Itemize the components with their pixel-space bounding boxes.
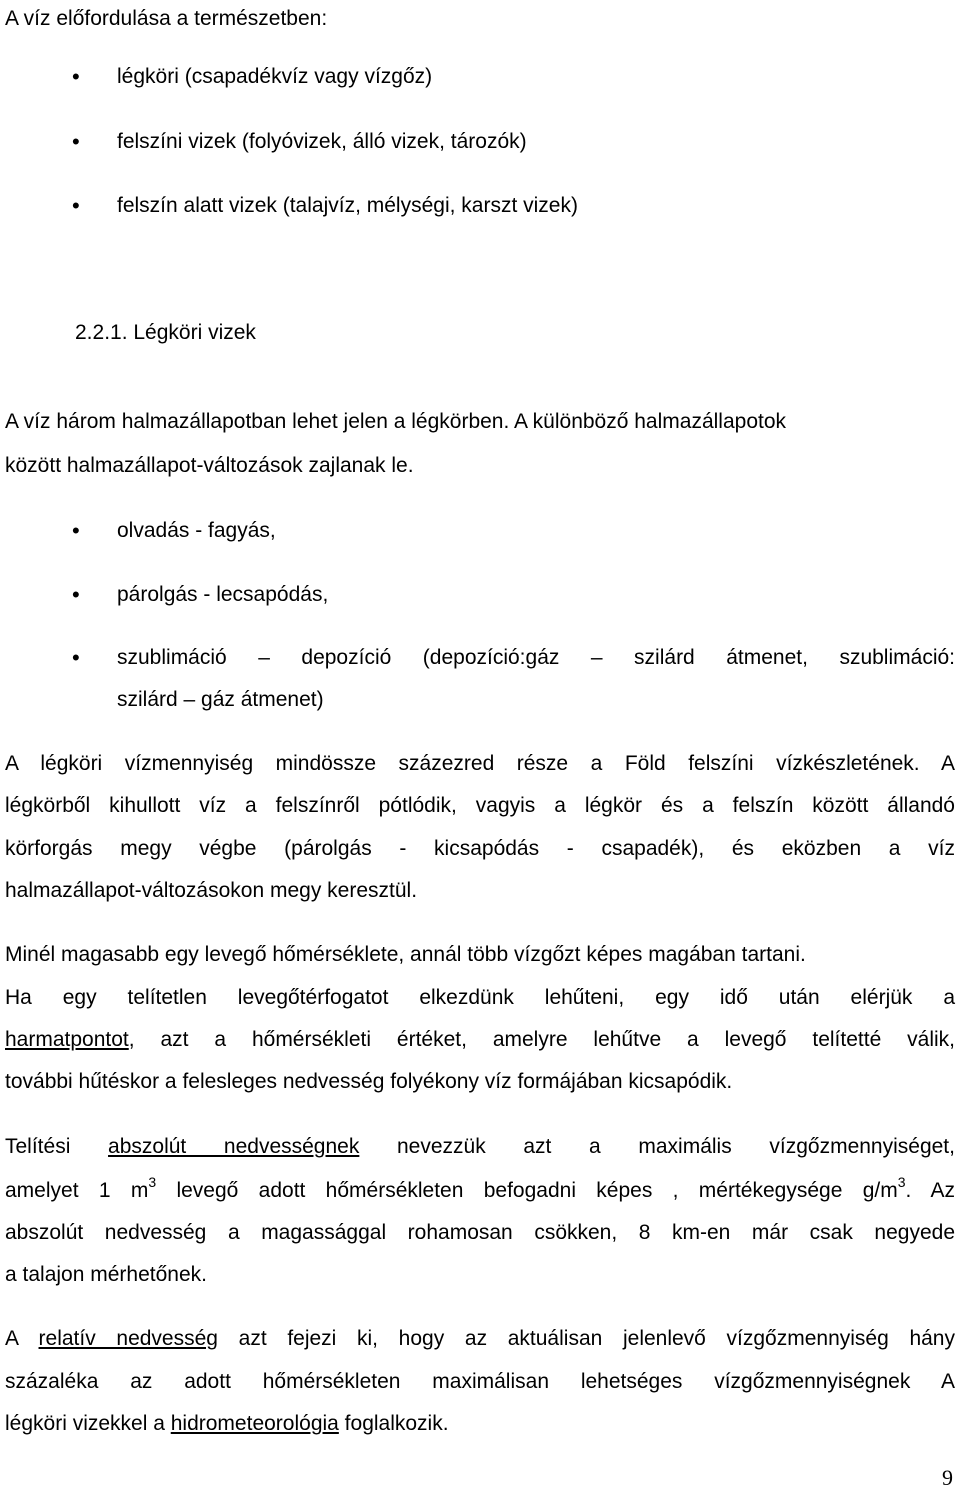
text-span: , azt a hőmérsékleti értéket, amelyre lehűtve a levegő telítetté válik,: [128, 1028, 955, 1051]
paragraph-line: százaléka az adott hőmérsékleten maximálisan lehetséges vízgőzmennyiségnek A: [5, 1370, 955, 1393]
phase-item: párolgás - lecsapódás,: [117, 583, 329, 606]
text-span: . Az: [905, 1179, 955, 1202]
text-span: amelyet 1 m: [5, 1179, 149, 1202]
paragraph-line: Ha egy telítetlen levegőtérfogatot elkezdünk lehűteni, egy idő után elérjük a: [5, 986, 955, 1009]
phase-item-continued: szilárd – gáz átmenet): [117, 688, 324, 711]
paragraph-line: [5, 1029, 955, 1050]
section-heading: 2.2.1. Légköri vizek: [75, 321, 256, 344]
paragraph-line: [5, 1328, 955, 1349]
paragraph-line: között halmazállapot-változások zajlanak le.: [5, 454, 414, 477]
term-hidrometeorologia-link[interactable]: hidrometeorológia: [170, 1412, 339, 1435]
superscript: 3: [897, 1174, 906, 1190]
bullet-icon: •: [72, 64, 80, 89]
text-span: Telítési: [5, 1135, 109, 1158]
intro-item: felszín alatt vizek (talajvíz, mélységi, karszt vizek): [117, 194, 578, 217]
paragraph-line: légkörből kihullott víz a felszínről pótlódik, vagyis a légkör és a felszín között állandó: [5, 794, 955, 817]
paragraph-line: abszolút nedvesség a magassággal rohamosan csökken, 8 km-en már csak negyede: [5, 1221, 955, 1244]
intro-item: légköri (csapadékvíz vagy vízgőz): [117, 65, 433, 88]
bullet-icon: •: [72, 129, 80, 154]
text-span: levegő adott hőmérsékleten befogadni képes , mértékegysége g/m: [156, 1179, 898, 1202]
phase-item: olvadás - fagyás,: [117, 519, 276, 542]
term-harmatpont-link[interactable]: harmatpontot: [5, 1028, 129, 1051]
paragraph-line: [5, 1136, 955, 1157]
page-number: 9: [942, 1465, 953, 1490]
intro-item: felszíni vizek (folyóvizek, álló vizek, tározók): [117, 130, 527, 153]
superscript: 3: [148, 1174, 157, 1190]
intro-title: A víz előfordulása a természetben:: [5, 7, 328, 30]
paragraph-line: [5, 1174, 955, 1202]
term-abszolut-nedvesseg-link[interactable]: abszolút nedvességnek: [108, 1135, 360, 1158]
text-span: azt fejezi ki, hogy az aktuálisan jelenlevő vízgőzmennyiség hány: [217, 1327, 955, 1350]
paragraph-line: halmazállapot-változásokon megy keresztül.: [5, 879, 418, 902]
paragraph-line: körforgás megy végbe (párolgás - kicsapódás - csapadék), és eközben a víz: [5, 837, 955, 860]
bullet-icon: •: [72, 193, 80, 218]
term-relativ-nedvesseg-link[interactable]: relatív nedvesség: [38, 1327, 218, 1350]
paragraph-line: [5, 1413, 449, 1434]
phase-item: szublimáció – depozíció (depozíció:gáz – szilárd átmenet, szublimáció:: [117, 646, 955, 669]
paragraph-line: a talajon mérhetőnek.: [5, 1263, 207, 1286]
text-span: nevezzük azt a maximális vízgőzmennyiséget,: [359, 1135, 955, 1158]
paragraph-line: további hűtéskor a felesleges nedvesség folyékony víz formájában kicsapódik.: [5, 1070, 733, 1093]
bullet-icon: •: [72, 645, 80, 670]
text-span: A: [5, 1327, 39, 1350]
bullet-icon: •: [72, 582, 80, 607]
paragraph-line: A légköri vízmennyiség mindössze százezred része a Föld felszíni vízkészletének. A: [5, 752, 955, 775]
paragraph-line: A víz három halmazállapotban lehet jelen a légkörben. A különböző halmazállapotok: [5, 410, 787, 433]
paragraph-line: Minél magasabb egy levegő hőmérséklete, annál több vízgőzt képes magában tartani.: [5, 943, 806, 966]
bullet-icon: •: [72, 518, 80, 543]
text-span: légköri vizekkel a: [5, 1412, 171, 1435]
text-span: foglalkozik.: [338, 1412, 449, 1435]
